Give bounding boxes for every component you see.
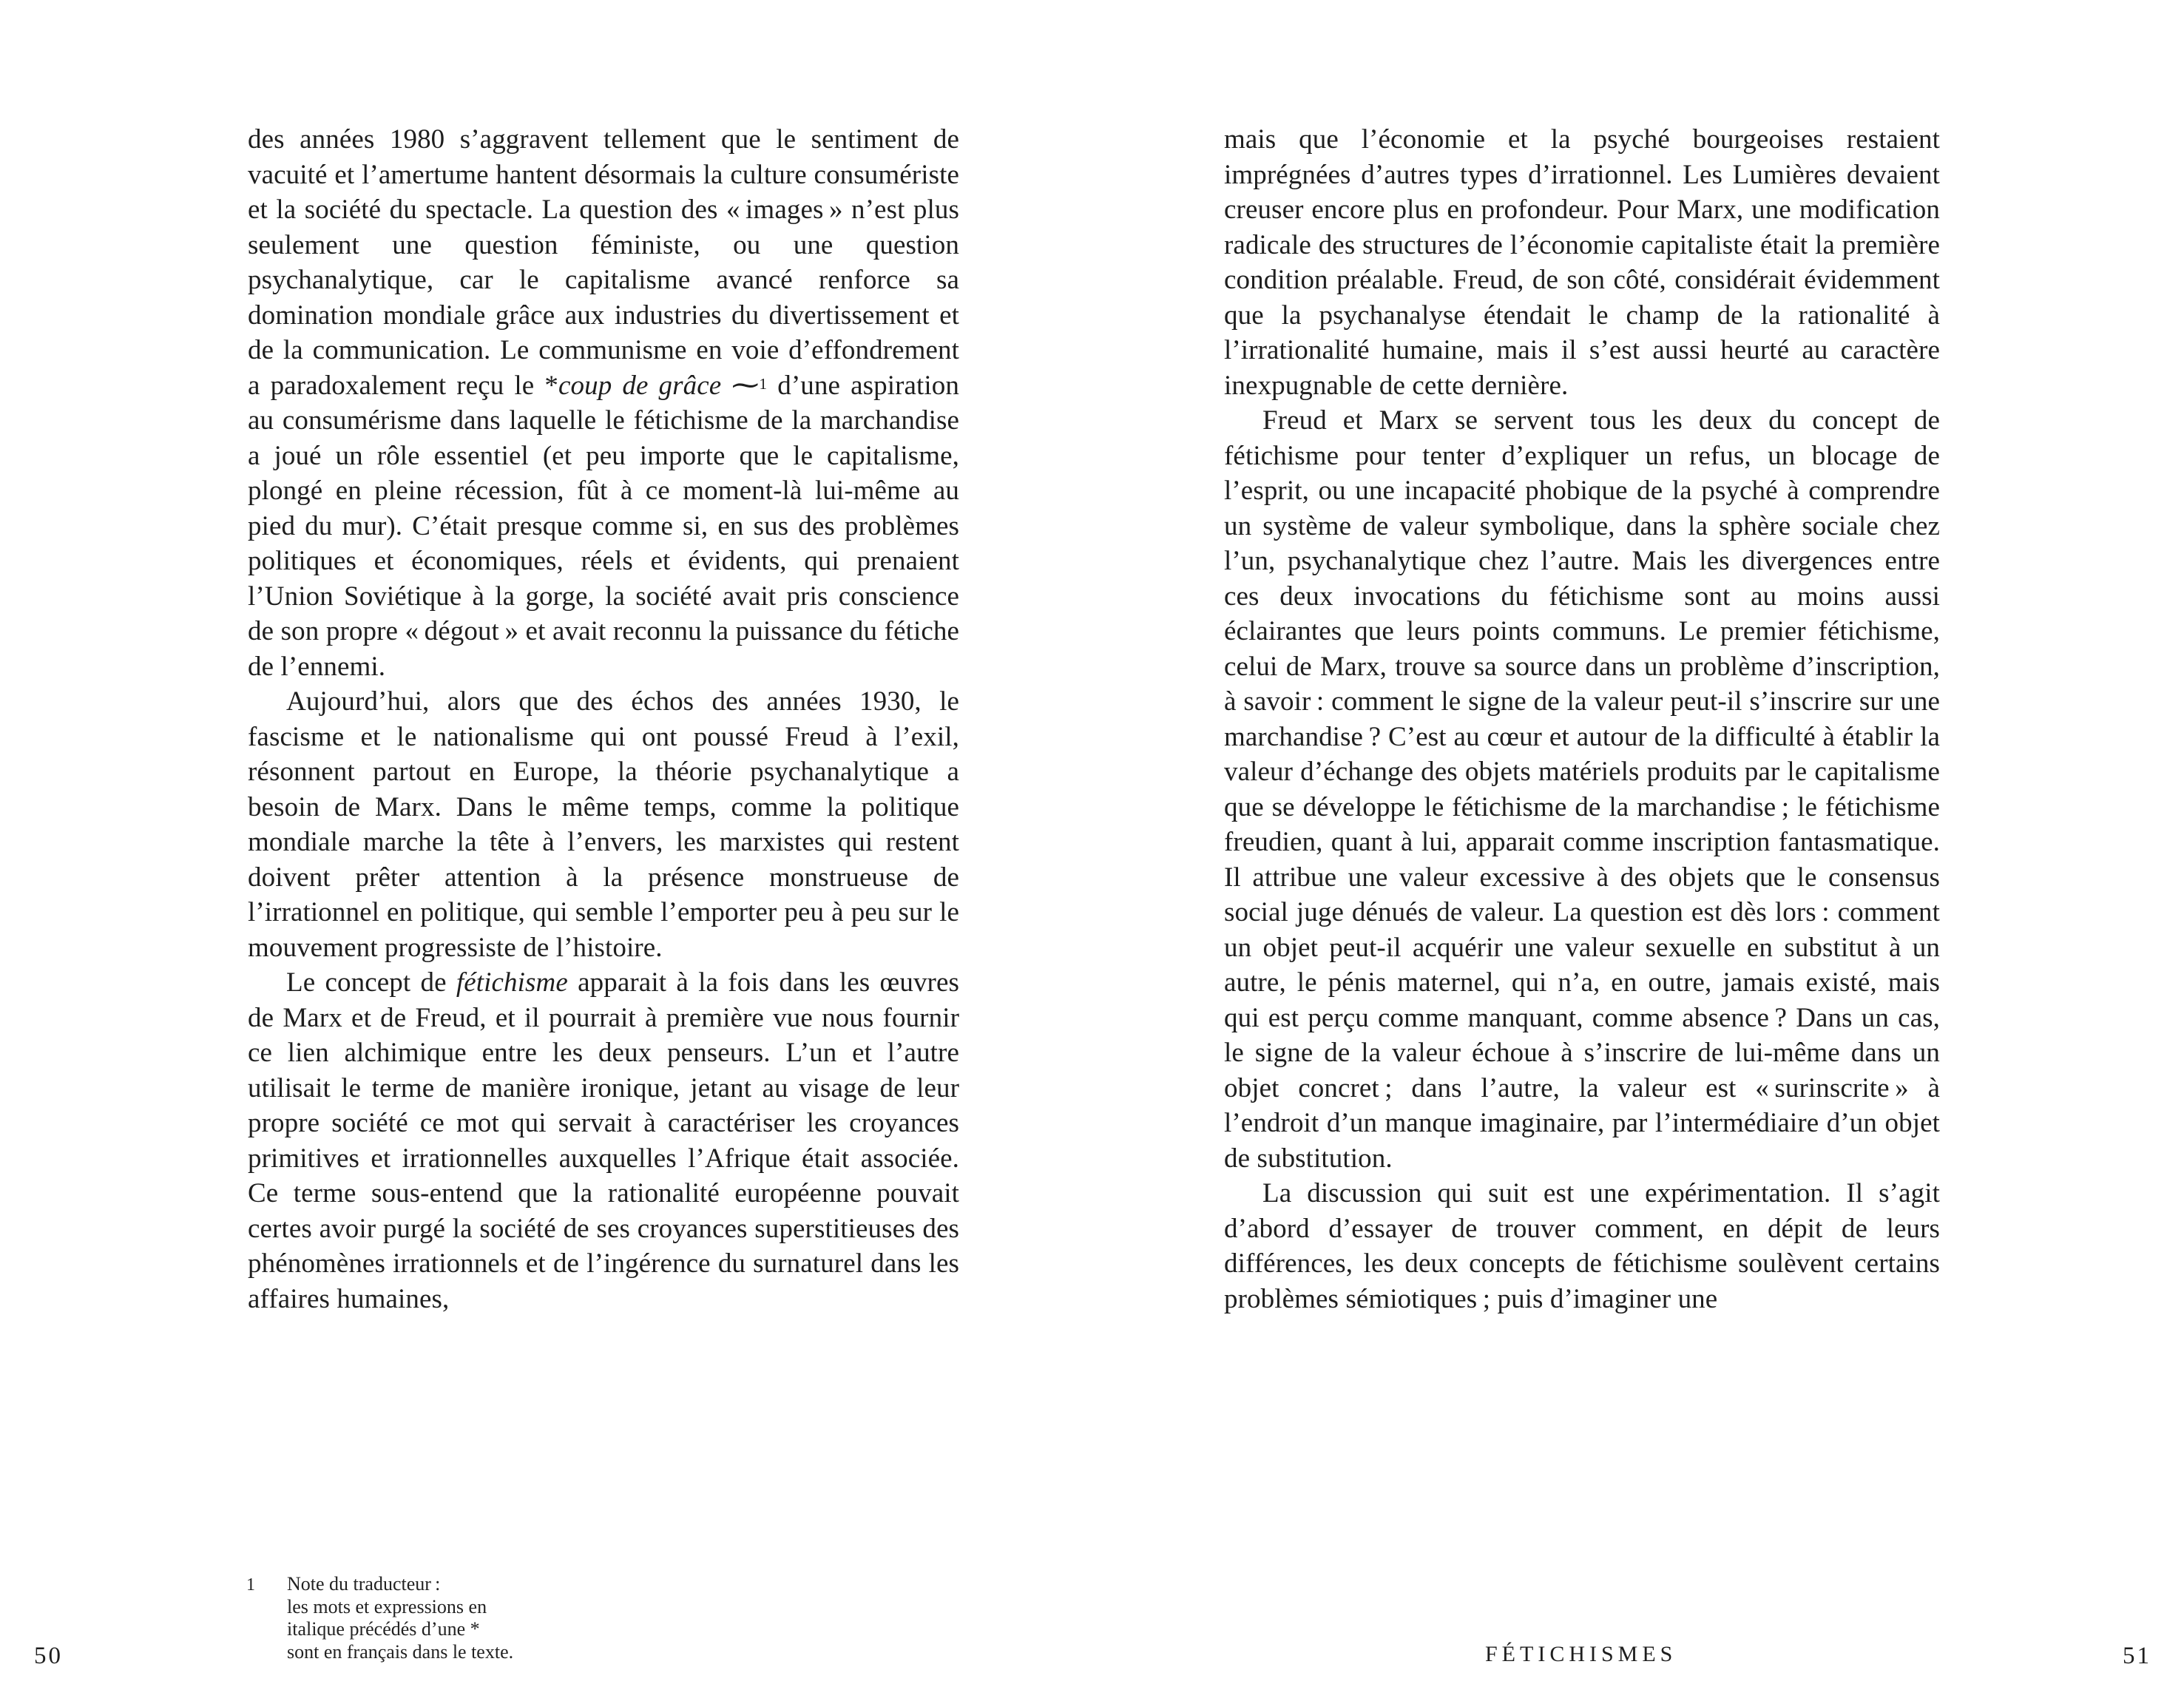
footnote-text	[287, 1573, 513, 1663]
text-run: des années 1980 s’aggravent tellement que le sentiment de vacuité et l’amertume hantent désormais la culture consumériste et la société du spectacle. La question des « images » n’est plus seulement une question féministe, ou une question psychanalytique, car le capitalisme avancé renforce sa domination mondiale grâce aux industries du divertissement et de la communication. Le communisme en voie d’effondrement a paradoxalement reçu le *	[248, 124, 959, 401]
paragraph	[1224, 122, 1940, 403]
running-footer: FÉTICHISMES	[1485, 1642, 1677, 1666]
footnote-line: italique précédés d’une *	[287, 1618, 480, 1640]
right-text-column	[1224, 122, 1940, 1316]
italic-text-run: coup de grâce ⁓	[558, 370, 760, 401]
italic-text-run: fétichisme	[456, 967, 568, 998]
paragraph	[1224, 403, 1940, 1176]
page-number-right: 51	[2123, 1643, 2151, 1669]
footnote-line: sont en français dans le texte.	[287, 1640, 514, 1663]
footnote-line: Note du traducteur :	[287, 1573, 441, 1595]
paragraph	[248, 684, 959, 965]
right-page	[1092, 0, 2184, 1704]
footnote-marker: 1	[246, 1575, 255, 1595]
text-run: apparait à la fois dans les œuvres de Marx et de Freud, et il pourrait à première vue nous fournir ce lien alchimique entre les deux penseurs. L’un et l’autre utilisait le terme de manière ironique, jetant au visage de leur propre société ce mot qui servait à caractériser les croyances primitives et irrationnelles auxquelles l’Afrique était associée. Ce terme sous-entend que la rationalité européenne pouvait certes avoir purgé la société de ses croyances superstitieuses des phénomènes irrationnels et de l’ingérence du surnaturel dans les affaires humaines,	[248, 967, 959, 1314]
paragraph	[1224, 1176, 1940, 1316]
footnote	[244, 1573, 513, 1663]
page-number-left: 50	[34, 1643, 63, 1669]
text-run: La discussion qui suit est une expérimentation. Il s’agit d’abord d’essayer de trouver comment, en dépit de leurs différences, les deux concepts de fétichisme soulèvent certains problèmes sémiotiques ; puis d’imaginer une	[1224, 1178, 1940, 1314]
text-run: Aujourd’hui, alors que des échos des années 1930, le fascisme et le nationalisme qui ont poussé Freud à l’exil, résonnent partout en Europe, la théorie psychanalytique a besoin de Marx. Dans le même temps, comme la politique mondiale marche la tête à l’envers, les marxistes qui restent doivent prêter attention à la présence monstrueuse de l’irrationnel en politique, qui semble l’emporter peu à peu sur le mouvement progressiste de l’histoire.	[248, 686, 959, 963]
text-run: mais que l’économie et la psyché bourgeoises restaient imprégnées d’autres types d’irrationnel. Les Lumières devaient creuser encore plus en profondeur. Pour Marx, une modification radicale des structures de l’économie capitaliste était la première condition préalable. Freud, de son côté, considérait évidemment que la psychanalyse étendait le champ de la rationalité à l’irrationalité humaine, mais il s’est aussi heurté au caractère inexpugnable de cette dernière.	[1224, 124, 1940, 401]
paragraph	[248, 965, 959, 1316]
text-run: d’une aspiration au consumérisme dans laquelle le fétichisme de la marchandise a joué un rôle essentiel (et peu importe que le capitalisme, plongé en pleine récession, fût à ce moment-là lui-même au pied du mur). C’était presque comme si, en sus des problèmes politiques et économiques, réels et évidents, qui prenaient l’Union Soviétique à la gorge, la société avait pris conscience de son propre « dégout » et avait reconnu la puissance du fétiche de l’ennemi.	[248, 370, 959, 682]
text-run: Le concept de	[286, 967, 456, 998]
footnote-line: les mots et expressions en	[287, 1595, 487, 1617]
footnote-reference: 1	[759, 374, 768, 393]
left-text-column	[248, 122, 959, 1316]
paragraph	[248, 122, 959, 684]
text-run: Freud et Marx se servent tous les deux du concept de fétichisme pour tenter d’expliquer un refus, un blocage de l’esprit, ou une incapacité phobique de la psyché à comprendre un système de valeur symbolique, dans la sphère sociale chez l’un, psychanalytique chez l’autre. Mais les divergences entre ces deux invocations du fétichisme sont au moins aussi éclairantes que leurs points communs. Le premier fétichisme, celui de Marx, trouve sa source dans un problème d’inscription, à savoir : comment le signe de la valeur peut-il s’inscrire sur une marchandise ? C’est au cœur et autour de la difficulté à établir la valeur d’échange des objets matériels produits par le capitalisme que se développe le fétichisme de la marchandise ; le fétichisme freudien, quant à lui, apparait comme inscription fantasmatique. Il attribue une valeur excessive à des objets que le consensus social juge dénués de valeur. La question est dès lors : comment un objet peut-il acquérir une valeur sexuelle en substitut à un autre, le pénis maternel, qui n’a, en outre, jamais existé, mais qui est perçu comme manquant, comme absence ? Dans un cas, le signe de la valeur échoue à s’inscrire de lui-même dans un objet concret ; dans l’autre, la valeur est « surinscrite » à l’endroit d’un manque imaginaire, par l’intermédiaire d’un objet de substitution.	[1224, 405, 1940, 1174]
